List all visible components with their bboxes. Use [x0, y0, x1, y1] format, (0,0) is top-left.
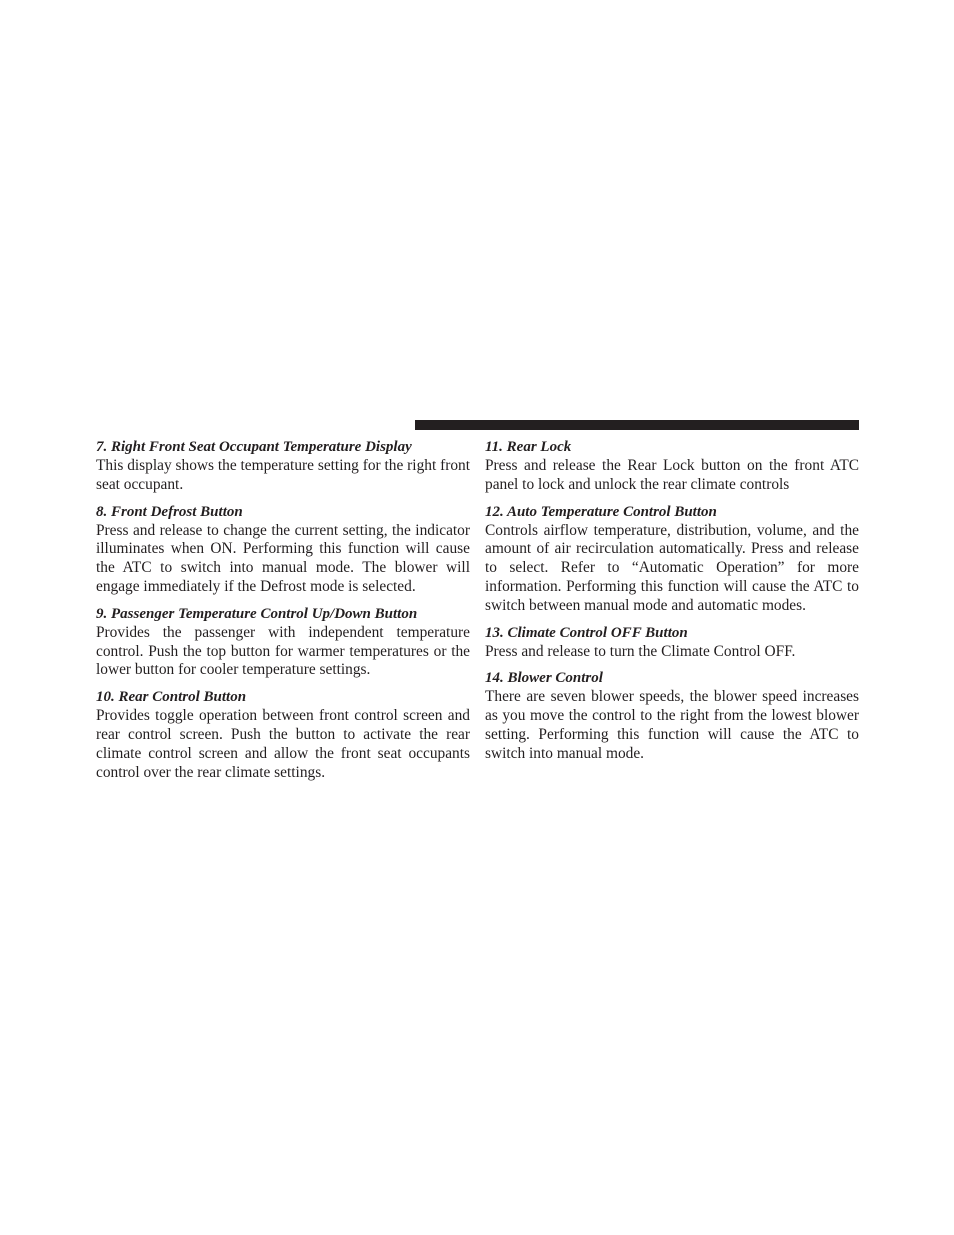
- section-heading: 9. Passenger Temperature Control Up/Down Button: [96, 605, 418, 622]
- section-body: Provides the passenger with independent temperature control. Push the top button for warmer temperatures or the lower button for cooler temperature settings.: [96, 623, 470, 679]
- section-auto-temp-control-button: [485, 503, 859, 616]
- section-heading: 7. Right Front Seat Occupant Temperature Display: [96, 439, 412, 455]
- section-right-front-temp-display: [96, 438, 470, 495]
- section-heading: 13. Climate Control OFF Button: [485, 624, 688, 641]
- section-rear-lock: [485, 438, 859, 495]
- section-heading: 10. Rear Control Button: [96, 689, 247, 706]
- section-heading: 12. Auto Temperature Control Button: [485, 503, 717, 520]
- left-column: [96, 438, 470, 790]
- section-climate-control-off-button: [485, 624, 859, 662]
- section-heading: 8. Front Defrost Button: [96, 503, 243, 520]
- section-body: There are seven blower speeds, the blower speed increases as you move the control to the right from the lowest blower setting. Performing this function will cause the ATC to switch into manual mode.: [485, 688, 859, 762]
- section-header-bar: [415, 420, 859, 430]
- section-front-defrost-button: [96, 503, 470, 597]
- right-column: [485, 438, 859, 772]
- section-body: Provides toggle operation between front control screen and rear control screen. Push the button to activate the rear climate control screen and allow the front seat occupants control over the rear climate settings.: [96, 707, 470, 781]
- section-body: Press and release the Rear Lock button on the front ATC panel to lock and unlock the rear climate controls: [485, 457, 859, 493]
- section-rear-control-button: [96, 688, 470, 782]
- section-passenger-temp-control: [96, 605, 470, 680]
- section-body: Press and release to change the current setting, the indicator illuminates when ON. Performing this function will cause the ATC to switch into manual mode. The blower will engage immediately if the Defrost mode is selected.: [96, 521, 470, 595]
- section-blower-control: [485, 669, 859, 763]
- section-body: Press and release to turn the Climate Control OFF.: [485, 642, 796, 660]
- section-body: Controls airflow temperature, distribution, volume, and the amount of air recirculation automatically. Press and release to select. Refer to “Automatic Operation” for more information. Performing this function will cause the ATC to switch between manual mode and automatic modes.: [485, 521, 859, 614]
- section-heading: 14. Blower Control: [485, 670, 603, 687]
- section-body: This display shows the temperature setting for the right front seat occupant.: [96, 457, 470, 493]
- section-heading: 11. Rear Lock: [485, 439, 572, 455]
